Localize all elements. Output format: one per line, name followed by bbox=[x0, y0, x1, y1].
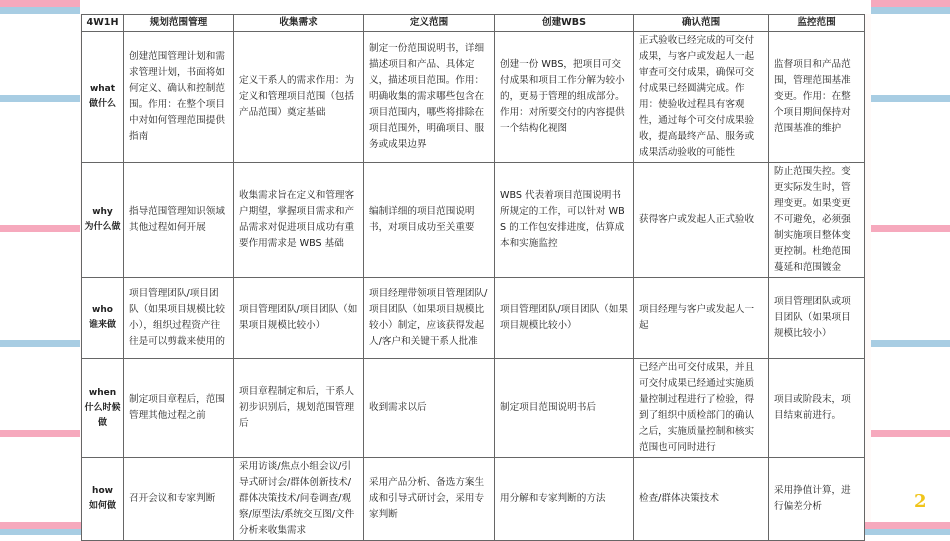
table-cell: 定义干系人的需求作用：为定义和管理项目范围（包括产品范围）奠定基础 bbox=[234, 32, 364, 163]
stripe-right-4 bbox=[871, 430, 950, 437]
table-cell: 指导范围管理知识领域其他过程如何开展 bbox=[124, 163, 234, 278]
table-row bbox=[82, 359, 865, 458]
table-cell: 检查/群体决策技术 bbox=[634, 458, 769, 541]
table-cell: 项目管理团队/项目团队（如果项目规模比较小），组织过程资产往往是可以剪裁来使用的 bbox=[124, 278, 234, 359]
stripe-top-blue-left bbox=[0, 7, 80, 14]
table-row bbox=[82, 163, 865, 278]
row-label-how bbox=[82, 458, 124, 541]
page-number: 2 bbox=[914, 491, 927, 512]
stripe-left-1 bbox=[0, 95, 80, 102]
stripe-top-pink-right bbox=[871, 0, 950, 7]
table-cell: 制定项目范围说明书后 bbox=[495, 359, 634, 458]
table-cell: 编制详细的项目范围说明书，对项目成功至关重要 bbox=[364, 163, 495, 278]
row-label-en: when bbox=[88, 387, 117, 398]
table-cell: 正式验收已经完成的可交付成果，与客户或发起人一起审查可交付成果，确保可交付成果已经圆满完成。作用：使验收过程具有客观性，通过每个可交付成果验收，提高最终产品、服务或成果活动验收的可能性 bbox=[634, 32, 769, 163]
row-label-en: why bbox=[92, 207, 113, 217]
row-label-en: how bbox=[92, 486, 113, 496]
table-cell: 防止范围失控。变更实际发生时，管理变更。如果变更不可避免，必须强制实施项目整体变更控制。杜绝范围蔓延和范围镀金 bbox=[769, 163, 865, 278]
table-cell: 收到需求以后 bbox=[364, 359, 495, 458]
table-cell: 创建一份 WBS，把项目可交付成果和项目工作分解为较小的，更易于管理的组成部分。作用：对所要交付的内容提供一个结构化视图 bbox=[495, 32, 634, 163]
scope-management-table bbox=[81, 14, 865, 541]
table-cell: 召开会议和专家判断 bbox=[124, 458, 234, 541]
header-control-scope: 监控范围 bbox=[769, 15, 865, 32]
stripe-right-2 bbox=[871, 225, 950, 232]
table-header-row bbox=[82, 15, 865, 32]
table-cell: 项目章程制定和后，干系人初步识别后，规划范围管理后 bbox=[234, 359, 364, 458]
header-plan-scope: 规划范围管理 bbox=[124, 15, 234, 32]
row-label-en: what bbox=[89, 84, 116, 94]
row-label-cn: 做什么 bbox=[88, 99, 116, 109]
table-cell: 制定项目章程后，范围管理其他过程之前 bbox=[124, 359, 234, 458]
header-4w1h: 4W1H bbox=[82, 15, 124, 32]
table-cell: 项目管理团队/项目团队（如果项目规模比较小） bbox=[495, 278, 634, 359]
table-cell: 项目经理与客户或发起人一起 bbox=[634, 278, 769, 359]
table-cell: 采用访谈/焦点小组会议/引导式研讨会/群体创新技术/群体决策技术/问卷调查/观察/原型法/系统交互图/文件分析来收集需求 bbox=[234, 458, 364, 541]
table-cell: 采用挣值计算，进行偏差分析 bbox=[769, 458, 865, 541]
table-cell: 项目经理带领项目管理团队/项目团队（如果项目规模比较小）制定，应该获得发起人/客户和关键干系人批准 bbox=[364, 278, 495, 359]
table-cell: 项目管理团队/项目团队（如果项目规模比较小） bbox=[234, 278, 364, 359]
row-label-cn: 什么时候做 bbox=[84, 402, 121, 428]
table-cell: WBS 代表着项目范围说明书所规定的工作，可以针对 WBS 的工作包安排进度，估算成本和实施监控 bbox=[495, 163, 634, 278]
stripe-right-1 bbox=[871, 95, 950, 102]
table-cell: 项目管理团队或项目团队（如果项目规模比较小） bbox=[769, 278, 865, 359]
table-cell: 监督项目和产品范围，管理范围基准变更。作用：在整个项目期间保持对范围基准的维护 bbox=[769, 32, 865, 163]
table-row bbox=[82, 458, 865, 541]
table-cell: 项目或阶段末，项目结束前进行。 bbox=[769, 359, 865, 458]
row-label-cn: 如何做 bbox=[88, 501, 116, 511]
table-cell: 获得客户或发起人正式验收 bbox=[634, 163, 769, 278]
table-cell: 已经产出可交付成果，并且可交付成果已经通过实施质量控制过程进行了检验，得到了组织中质检部门的确认之后，实施质量控制和核实范围也可同时进行 bbox=[634, 359, 769, 458]
stripe-left-2 bbox=[0, 225, 80, 232]
table-cell: 创建范围管理计划和需求管理计划，书面将如何定义、确认和控制范围。作用：在整个项目中对如何管理范围提供指南 bbox=[124, 32, 234, 163]
header-define-scope: 定义范围 bbox=[364, 15, 495, 32]
row-label-who bbox=[82, 278, 124, 359]
row-label-cn: 谁来做 bbox=[88, 320, 116, 330]
row-label-why bbox=[82, 163, 124, 278]
table-cell: 采用产品分析、备选方案生成和引导式研讨会，采用专家判断 bbox=[364, 458, 495, 541]
header-validate-scope: 确认范围 bbox=[634, 15, 769, 32]
stripe-right-3 bbox=[871, 340, 950, 347]
stripe-top-blue-right bbox=[871, 7, 950, 14]
table-row bbox=[82, 32, 865, 163]
row-label-what bbox=[82, 32, 124, 163]
table-cell: 制定一份范围说明书，详细描述项目和产品、具体定义，描述项目范围。作用：明确收集的需求哪些包含在项目范围内，哪些将排除在项目范围外，明确项目、服务或成果边界 bbox=[364, 32, 495, 163]
stripe-top-pink-left bbox=[0, 0, 80, 7]
header-collect-requirements: 收集需求 bbox=[234, 15, 364, 32]
row-label-en: who bbox=[92, 305, 113, 315]
row-label-when bbox=[82, 359, 124, 458]
table-cell: 收集需求旨在定义和管理客户期望，掌握项目需求和产品需求对促进项目成功有重要作用需求是 WBS 基础 bbox=[234, 163, 364, 278]
row-label-cn: 为什么做 bbox=[84, 222, 121, 232]
table-cell: 用分解和专家判断的方法 bbox=[495, 458, 634, 541]
stripe-left-3 bbox=[0, 340, 80, 347]
stripe-left-4 bbox=[0, 430, 80, 437]
header-create-wbs: 创建WBS bbox=[495, 15, 634, 32]
table-row bbox=[82, 278, 865, 359]
